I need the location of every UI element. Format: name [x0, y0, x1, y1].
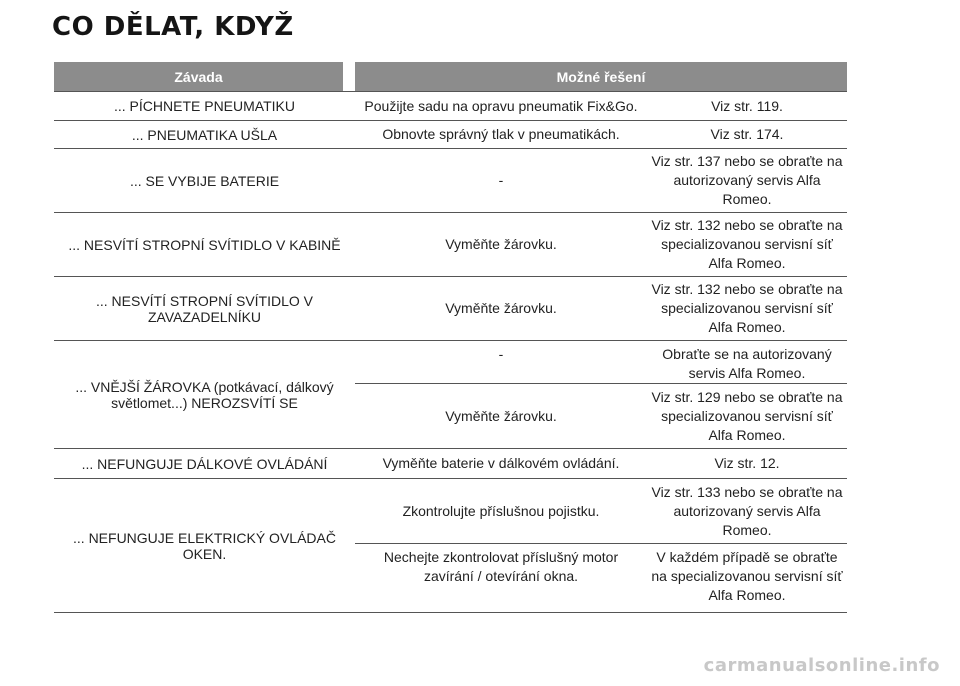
- header-solution: Možné řešení: [355, 62, 847, 91]
- table-row: [54, 91, 847, 121]
- fault-cell: ... VNĚJŠÍ ŽÁROVKA (potkávací, dálkový světlomet...) NEROZSVÍTÍ SE: [75, 378, 334, 411]
- reference-cell: Viz str. 12.: [714, 455, 780, 471]
- reference-cell: Viz str. 132 nebo se obraťte na specializovanou servisní síť Alfa Romeo.: [651, 281, 843, 335]
- watermark: carmanualsonline.info: [703, 655, 940, 676]
- solution-cell: Vyměňte žárovku.: [445, 300, 557, 316]
- fault-cell: ... PNEUMATIKA UŠLA: [131, 126, 278, 143]
- solution-cell: -: [498, 346, 504, 362]
- table-row: [54, 149, 847, 213]
- reference-cell: V každém případě se obraťte na specializovanou servisní síť Alfa Romeo.: [651, 549, 843, 603]
- header-fault: Závada: [54, 62, 343, 91]
- table-row: [54, 277, 847, 341]
- troubleshooting-table: [54, 62, 847, 613]
- table-row: [54, 341, 847, 449]
- page-title: CO DĚLAT, KDYŽ: [52, 12, 294, 42]
- solution-cell: Zkontrolujte příslušnou pojistku.: [402, 502, 600, 519]
- reference-cell: Viz str. 132 nebo se obraťte na specializovanou servisní síť Alfa Romeo.: [651, 217, 843, 271]
- reference-cell: Viz str. 133 nebo se obraťte na autorizovaný servis Alfa Romeo.: [651, 483, 843, 538]
- table-row: [54, 213, 847, 277]
- table-header: [54, 62, 847, 91]
- table-row: [54, 479, 847, 613]
- table-row: [54, 449, 847, 479]
- fault-cell: ... NESVÍTÍ STROPNÍ SVÍTIDLO V KABINĚ: [68, 236, 341, 253]
- reference-cell: Viz str. 174.: [710, 126, 784, 142]
- reference-cell: Viz str. 119.: [711, 97, 783, 114]
- solution-cell: Vyměňte baterie v dálkovém ovládání.: [382, 455, 620, 471]
- fault-cell: ... NEFUNGUJE DÁLKOVÉ OVLÁDÁNÍ: [81, 455, 328, 472]
- solution-cell: Vyměňte žárovku.: [445, 407, 557, 424]
- solution-cell: -: [498, 172, 504, 188]
- fault-cell: ... NESVÍTÍ STROPNÍ SVÍTIDLO V ZAVAZADELNÍKU: [95, 292, 314, 325]
- solution-cell: Nechejte zkontrolovat příslušný motor zavírání / otevírání okna.: [383, 549, 619, 584]
- fault-cell: ... SE VYBIJE BATERIE: [129, 172, 280, 189]
- table-row: [54, 121, 847, 149]
- reference-cell: Obraťte se na autorizovaný servis Alfa Romeo.: [662, 346, 832, 381]
- reference-cell: Viz str. 129 nebo se obraťte na specializovanou servisní síť Alfa Romeo.: [651, 388, 843, 443]
- fault-cell: ... NEFUNGUJE ELEKTRICKÝ OVLÁDAČ OKEN.: [73, 529, 336, 562]
- reference-cell: Viz str. 137 nebo se obraťte na autorizovaný servis Alfa Romeo.: [651, 153, 843, 207]
- solution-cell: Vyměňte žárovku.: [445, 236, 557, 252]
- solution-cell: Obnovte správný tlak v pneumatikách.: [382, 126, 620, 142]
- fault-cell: ... PÍCHNETE PNEUMATIKU: [114, 98, 295, 114]
- solution-cell: Použijte sadu na opravu pneumatik Fix&Go.: [364, 97, 638, 114]
